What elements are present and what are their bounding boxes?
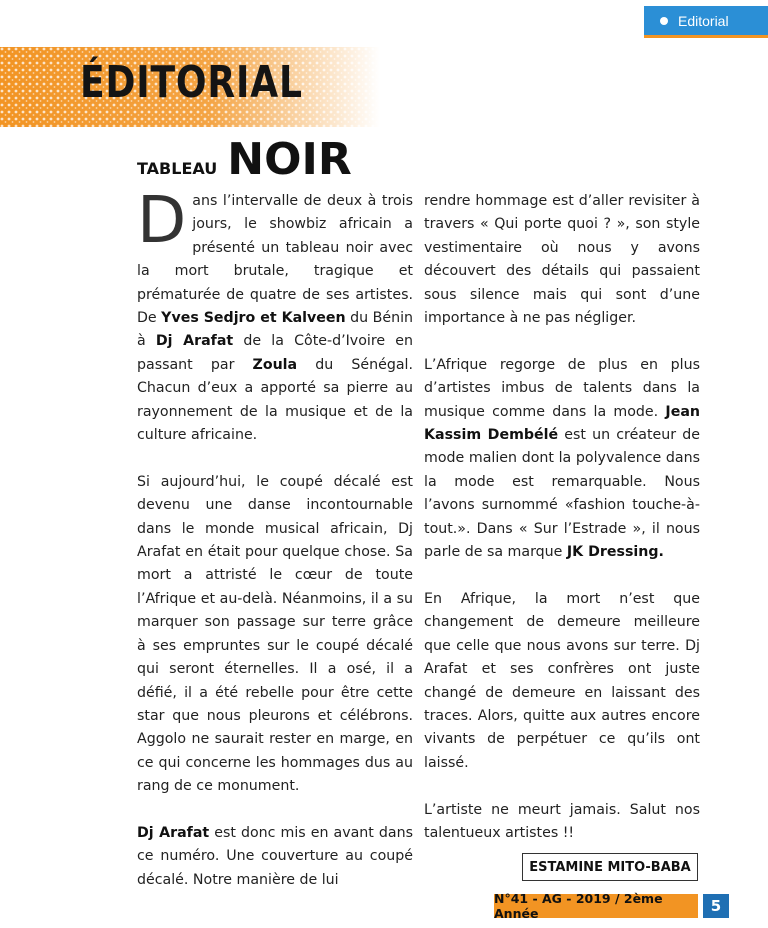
paragraph-5: En Afrique, la mort n’est que changement de demeure meilleure que celle que nous avons sur terre. Dj Arafat et ses confrères ont juste changé de demeure en laissant des traces. Alors, quitte aux autres encore vivants de perpétuer ce qu’ils ont laissé.: [424, 590, 700, 771]
name-bold: Dj Arafat: [155, 333, 234, 350]
paragraph-3-continued: rendre hommage est d’aller revisiter à travers « Qui porte quoi ? », son style vestimentaire où nous y avons découvert des détails qui passaient sous silence mais qui sont d’une importance à ne pas négliger.: [424, 193, 700, 327]
text-span: est donc mis en avant dans ce numéro. Une couverture au coupé décalé. Notre manière de lui: [137, 824, 413, 888]
text-span: L’Afrique regorge de plus en plus d’artistes imbus de talents dans la musique comme dans la mode.: [424, 356, 700, 420]
page-number: 5: [703, 894, 729, 918]
section-tab-label: Editorial: [678, 12, 729, 29]
paragraph-6: L’artiste ne meurt jamais. Salut nos talentueux artistes !!: [424, 801, 700, 841]
bullet-dot-icon: [660, 17, 668, 25]
banner-title: ÉDITORIAL: [80, 57, 303, 108]
brand-bold: JK Dressing.: [566, 544, 664, 561]
headline-small: TABLEAU: [137, 159, 218, 178]
author-signature: ESTAMINE MITO-BABA: [522, 853, 698, 881]
article-column-left: [137, 184, 414, 892]
headline-big: NOIR: [227, 134, 352, 185]
drop-cap: D: [137, 184, 187, 258]
name-bold: Zoula: [252, 356, 298, 373]
text-span: de la Côte-d’Ivoire en passant par: [137, 333, 413, 373]
name-bold: Dj Arafat: [137, 824, 210, 841]
headline: [137, 134, 352, 184]
article-column-right: [424, 190, 700, 869]
text-span: ans l’intervalle de deux à trois jours, le showbiz africain a présenté un tableau noir avec la mort brutale, tragique et prématurée de quatre de ses artistes. De: [137, 193, 413, 327]
paragraph-3: [137, 822, 413, 892]
issue-label: N°41 - AG - 2019 / 2ème Année: [494, 894, 698, 918]
paragraph-1: [137, 184, 414, 447]
name-bold: Jean Kassim Dembélé: [424, 403, 700, 444]
paragraph-4: [424, 354, 700, 565]
paragraph-2: Si aujourd’hui, le coupé décalé est devenu une danse incontournable dans le monde musical africain, Dj Arafat en était pour quelque chose. Sa mort a attristé le cœur de toute l’Afrique et au-delà. Néanmoins, il a su marquer son passage sur terre grâce à ses empruntes sur le coupé décalé qui seront éternelles. Il a osé, il a défié, il a été rebelle pour être cette star que nous pleurons et célébrons. Aggolo ne saurait rester en marge, en ce qui concerne les hommages dus au rang de ce monument.: [137, 473, 413, 795]
text-span: du Bénin à: [137, 310, 414, 350]
editorial-banner: [0, 47, 424, 127]
section-tab: [644, 6, 768, 38]
text-span: est un créateur de mode malien dont la polyvalence dans la mode est remarquable. Nous l’avons surnommé «fashion touche-à-tout.». Dans « Sur l’Estrade », il nous parle de sa marque: [424, 427, 700, 561]
text-span: du Sénégal. Chacun d’eux a apporté sa pierre au rayonnement de la musique et de la culture africaine.: [137, 356, 413, 444]
name-bold: Yves Sedjro et Kalveen: [161, 310, 346, 327]
